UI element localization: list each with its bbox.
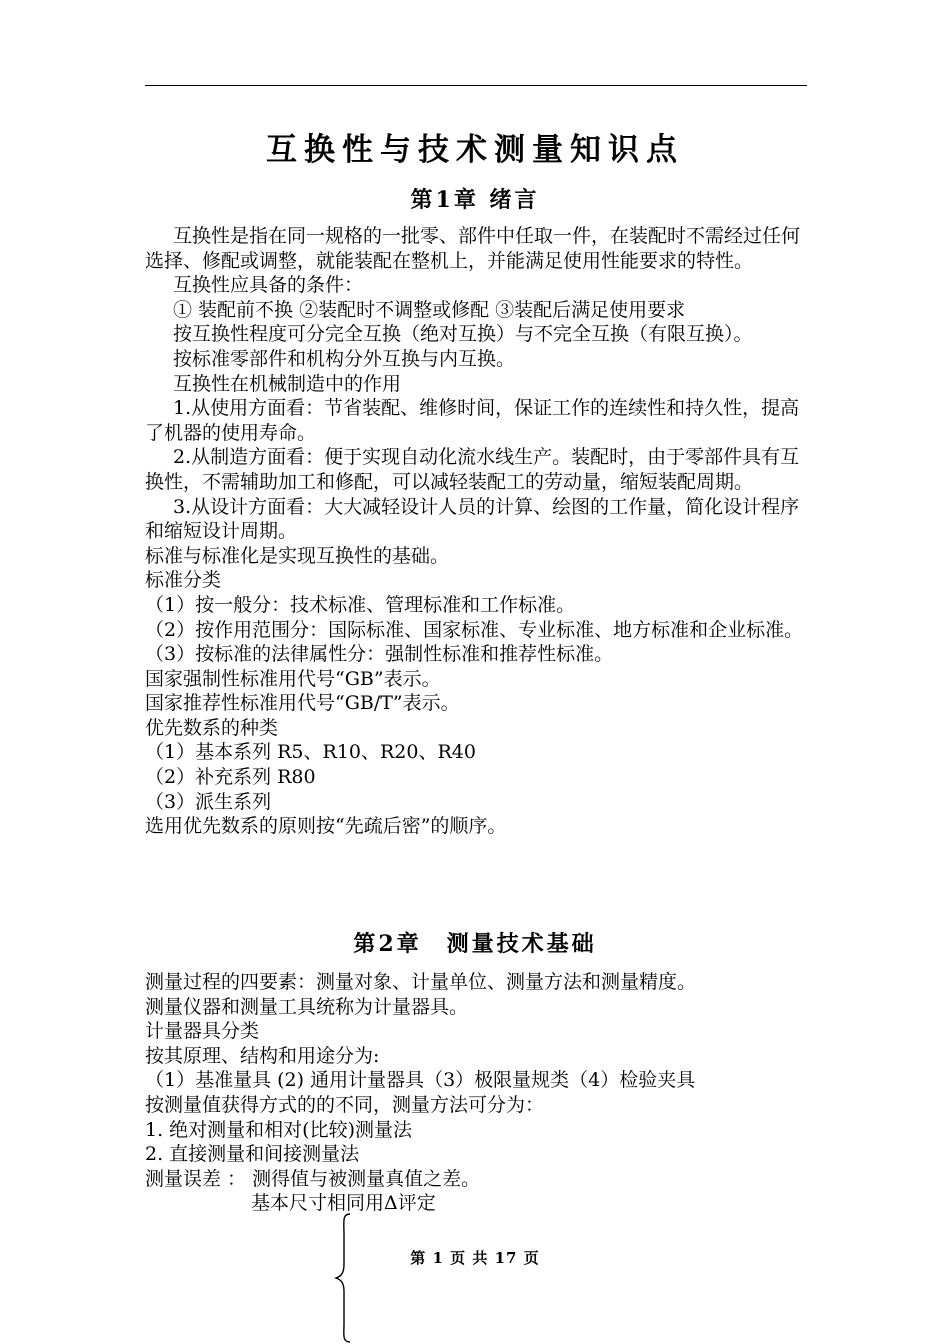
paragraph: 标准分类	[145, 569, 222, 592]
paragraph: ① 装配前不换 ②装配时不调整或修配 ③装配后满足使用要求	[173, 298, 686, 321]
paragraph: 2.从制造方面看：便于实现自动化流水线生产。装配时，由于零部件具有互换性，不需辅助加工和修配，可以减轻装配工的劳动量，缩短装配周期。	[145, 446, 800, 493]
paragraph: 按互换性程度可分完全互换（绝对互换）与不完全互换（有限互换）。	[173, 323, 753, 346]
paragraph: （3）按标准的法律属性分：强制性标准和推荐性标准。	[145, 643, 614, 666]
paragraph: 标准与标准化是实现互换性的基础。	[145, 544, 450, 567]
paragraph: 按其原理、结构和用途分为:	[145, 1044, 380, 1067]
paragraph: （1）基准量具 (2) 通用计量器具（3）极限量规类（4）检验夹具	[145, 1069, 696, 1092]
paragraph: （1）基本系列 R5、R10、R20、R40	[145, 741, 476, 764]
paragraph: 国家推荐性标准用代号“GB/T”表示。	[145, 692, 460, 715]
paragraph: 3.从设计方面看：大大减轻设计人员的计算、绘图的工作量，简化设计程序和缩短设计周期。	[145, 495, 800, 543]
paragraph: 测量误差 ： 测得值与被测量真值之差。	[145, 1167, 481, 1190]
paragraph: 按标准零部件和机构分外互换与内互换。	[173, 347, 516, 370]
paragraph: （2）补充系列 R80	[145, 766, 316, 789]
chapter-1-title: 第1章 绪言	[410, 187, 540, 213]
paragraph: 1. 绝对测量和相对(比较)测量法	[145, 1118, 412, 1141]
paragraph: 1.从使用方面看：节省装配、维修时间，保证工作的连续性和持久性，提高了机器的使用寿命。	[145, 397, 800, 444]
paragraph: 优先数系的种类	[145, 716, 279, 739]
paragraph: 按测量值获得方式的的不同，测量方法可分为：	[145, 1093, 545, 1116]
paragraph: 互换性是指在同一规格的一批零、部件中任取一件，在装配时不需经过任何选择、修配或调整，就能装配在整机上，并能满足使用性能要求的特性。	[145, 225, 801, 272]
paragraph: 测量仪器和测量工具统称为计量器具。	[145, 995, 469, 1018]
page-footer: 第 1 页 共 17 页	[410, 1249, 540, 1267]
paragraph: 计量器具分类	[145, 1020, 260, 1043]
paragraph: （1）按一般分：技术标准、管理标准和工作标准。	[145, 593, 576, 616]
header-rule	[145, 85, 807, 86]
chapter-1-body	[145, 224, 815, 839]
paragraph: （2）按作用范围分：国际标准、国家标准、专业标准、地方标准和企业标准。	[145, 618, 804, 641]
paragraph: 互换性应具备的条件：	[173, 274, 364, 297]
paragraph: （3）派生系列	[145, 790, 272, 813]
paragraph: 国家强制性标准用代号“GB”表示。	[145, 667, 441, 690]
paragraph: 2. 直接测量和间接测量法	[145, 1143, 360, 1166]
document-title: 互换性与技术测量知识点	[266, 132, 684, 168]
paragraph: 选用优先数系的原则按“先疏后密”的顺序。	[145, 815, 507, 838]
paragraph: 测量过程的四要素：测量对象、计量单位、测量方法和测量精度。	[145, 971, 697, 993]
chapter-2-body	[145, 970, 815, 1216]
paragraph: 互换性在机械制造中的作用	[173, 372, 402, 395]
chapter-2-title: 第2章 测量技术基础	[353, 931, 597, 957]
paragraph: 基本尺寸相同用Δ评定	[251, 1192, 436, 1215]
left-brace-shape	[330, 1212, 360, 1344]
